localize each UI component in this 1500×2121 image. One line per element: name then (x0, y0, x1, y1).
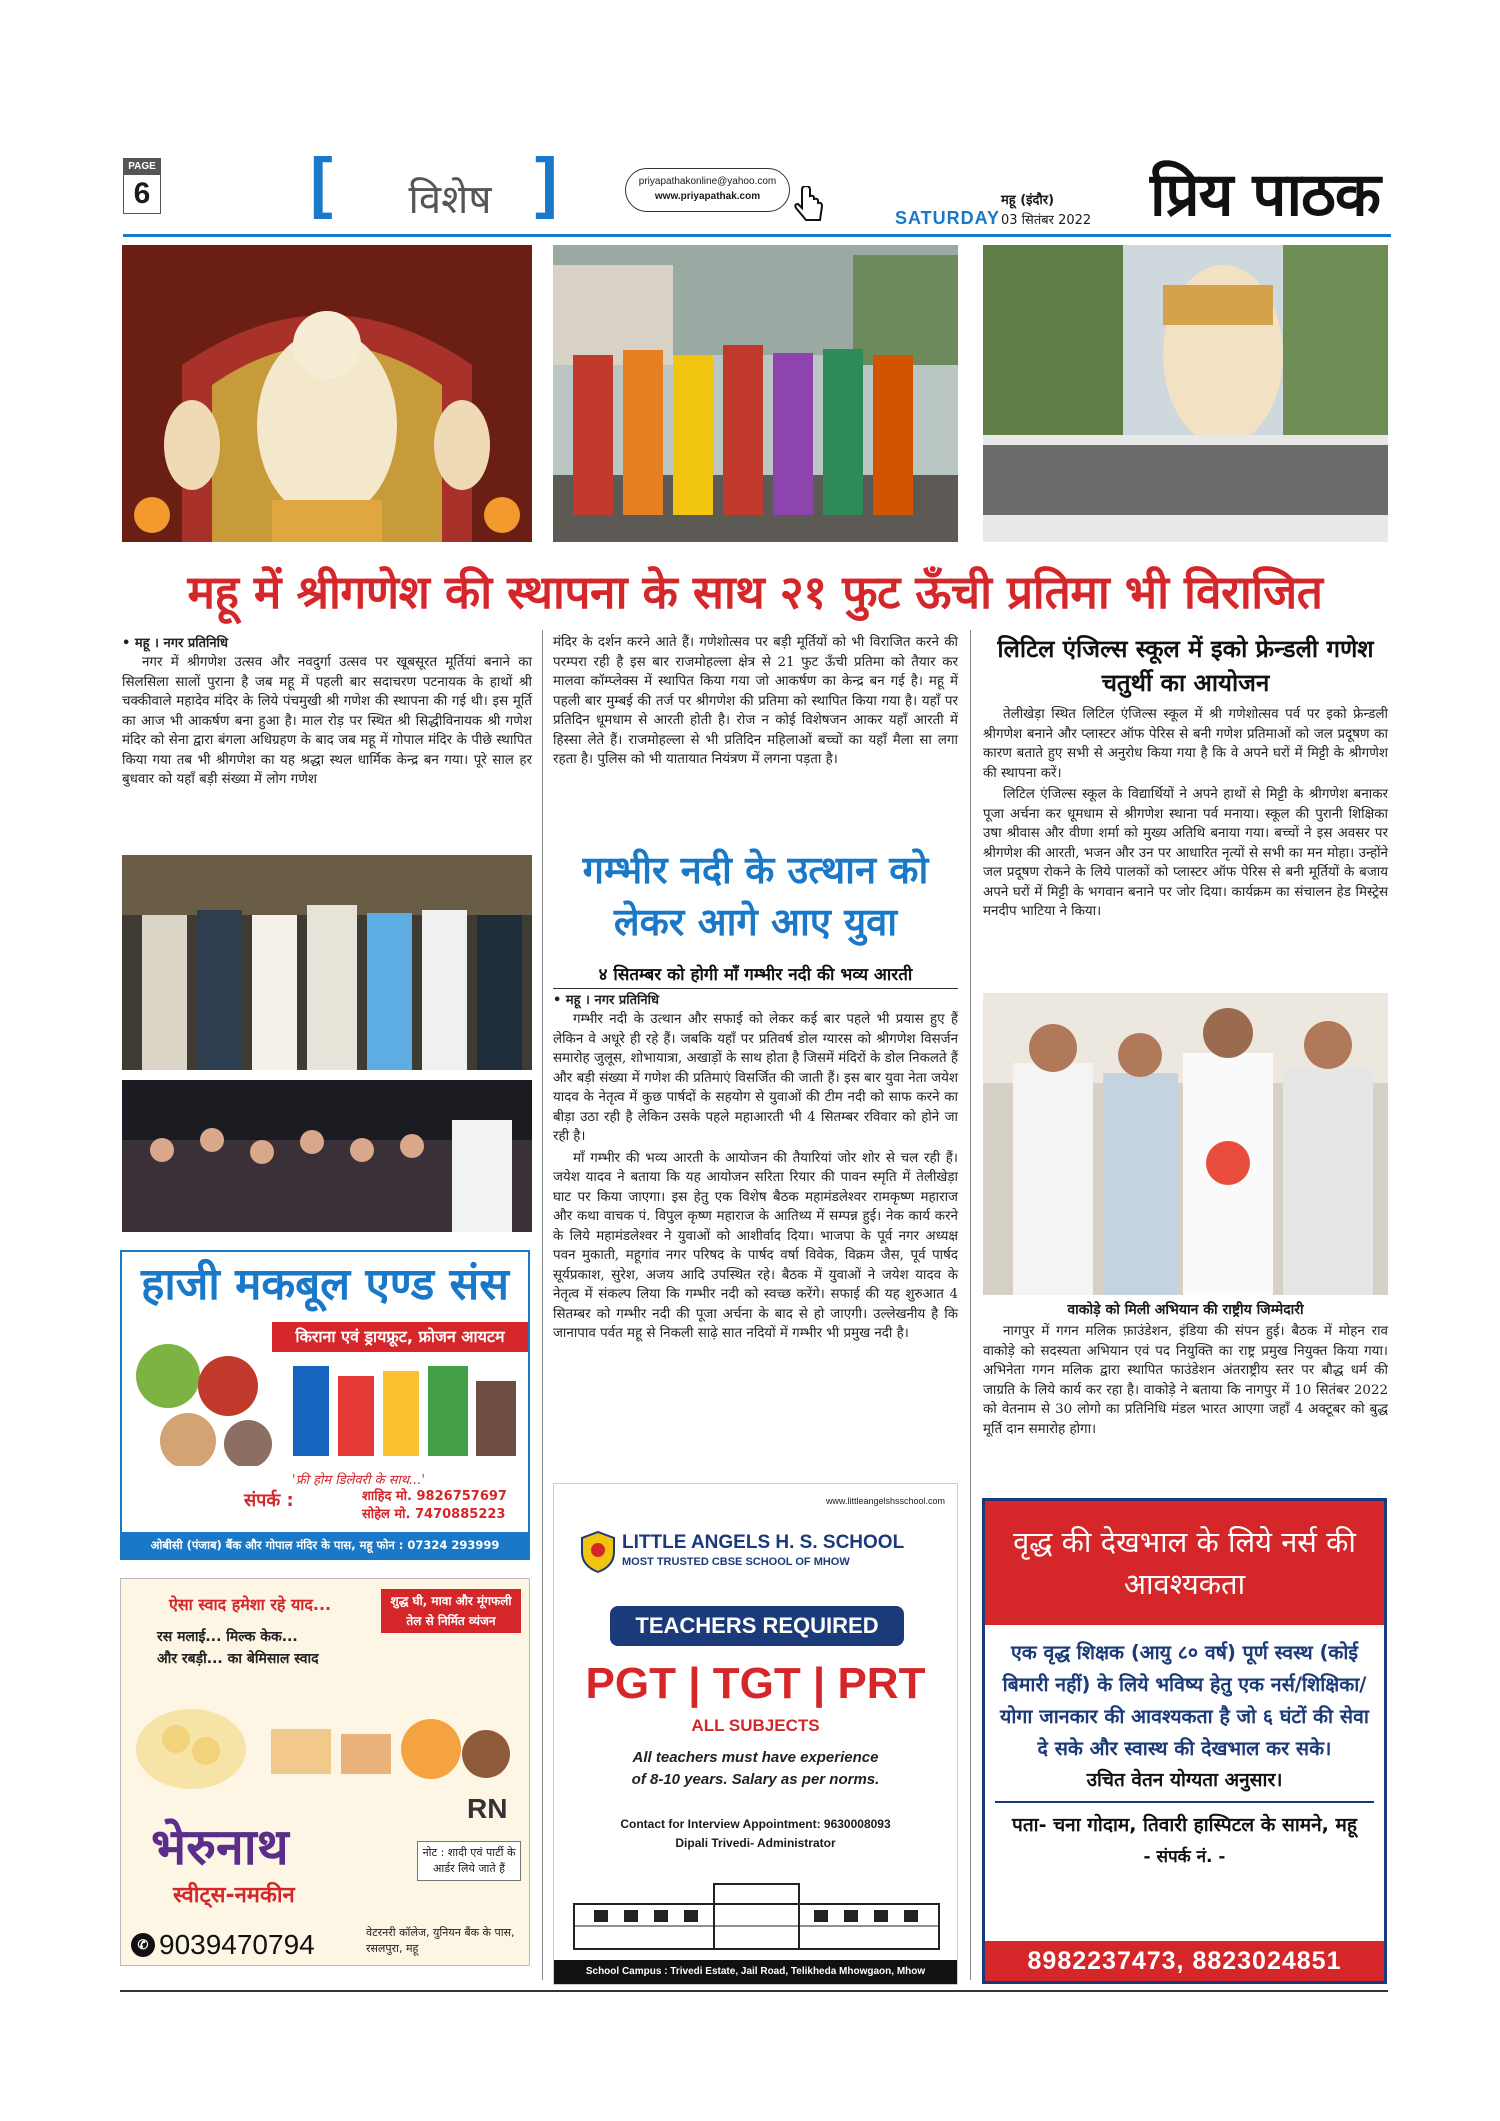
ad-school-contact-2: Dipali Trivedi- Administrator (675, 1836, 836, 1850)
ad-bherunath-brand: भेरुनाथ (151, 1817, 289, 1876)
ad-nurse-salary: उचित वेतन योग्यता अनुसार। (995, 1765, 1374, 1803)
ad-bherunath-address: वेटरनरी कॉलेज, युनियन बैंक के पास, रसलपुरा, महू (366, 1926, 515, 1955)
ad-bherunath-line-3: और रबड़ी... का बेमिसाल स्वाद (157, 1651, 319, 1667)
bracket-right: ] (535, 144, 558, 220)
river-article-body (553, 990, 958, 1346)
page-number: 6 (133, 177, 151, 210)
river-article-title: गम्भीर नदी के उत्थान को लेकर आगे आए युवा (582, 848, 929, 944)
ad-school-required: TEACHERS REQUIRED (610, 1606, 904, 1646)
river-article-text-1: गम्भीर नदी के उत्थान और सफाई को लेकर कई बार पहले भी प्रयास हुए हैं लेकिन वे अधूरे ही रहे हैं। जबकि यहाँ पर प्रतिवर्ष डोल ग्यारस को श्रीगणेश विसर्जन समारोह जुलूस, शोभायात्रा, अखाड़ों के साथ होता है जिसमें मंदिरों के डोल निकलते हैं और बड़ी संख्या में गणेश की प्रतिमाएं विसर्जित की जाती हैं। इस बार युवा नेता जयेश यादव के नेतृत्व में कुछ पार्षदों के सहयोग से युवाओं की टीम नदी को साफ करने का बीड़ा उठा रही है लेकिन उसके पहले महाआरती भी 4 सितम्बर रविवार को होने जा रही है। (553, 1012, 958, 1144)
edition-place: महू (इंदौर) (1001, 193, 1055, 208)
page-label: PAGE (124, 159, 160, 175)
section-title: विशेष (408, 177, 492, 223)
ad-bherunath-tagline: ऐसा स्वाद हमेशा रहे याद... (169, 1595, 332, 1614)
main-article-col2 (553, 633, 958, 772)
whatsapp-icon: ✆ (131, 1933, 155, 1957)
ad-nurse-phones: 8982237473, 8823024851 (985, 1941, 1384, 1981)
photo-wakode-felicitation (983, 993, 1388, 1295)
bracket-left: [ (310, 144, 333, 220)
ad-nurse-address: पता- चना गोदाम, तिवारी हास्पिटल के सामने, महू (1012, 1814, 1357, 1836)
email-text: priyapathakonline@yahoo.com (638, 176, 777, 187)
ad-bherunath-ghee-2: तेल से निर्मित व्यंजन (406, 1614, 496, 1628)
ad-school-url[interactable]: www.littleangelshsschool.com (825, 1496, 945, 1506)
main-article-text-1: नगर में श्रीगणेश उत्सव और नवदुर्गा उत्सव पर खूबसूरत मूर्तियां बनाने का सिलसिला सालों पुराना है जब महू में पहली बार सदाचरण पटनायक के हाथों श्री चक्कीवाले महादेव मंदिर के लिये पंचमुखी श्री गणेश की स्थापना की गई थी। इस मूर्ति का आज भी आकर्षण बना हुआ है। माल रोड़ पर स्थित श्री सिद्धीविनायक श्री गणेश मंदिर को सेना द्वारा बंगला अधिग्रहण के बाद जब महू में गोपाल मंदिर के पीछे स्थापित किया गया तब भी श्रीगणेश का यह श्रद्धा स्थल धार्मिक केन्द्र बन गया। पूरे साल हर बुधवार को यहाँ बड़ी संख्या में लोग गणेश (122, 655, 532, 787)
ad-bherunath-logo: RN (467, 1793, 508, 1824)
main-article-byline: • महू । नगर प्रतिनिधि (122, 636, 228, 651)
ad-school-posts: PGT | TGT | PRT (585, 1659, 926, 1708)
column-rule-1 (542, 630, 543, 1980)
page-number-badge (123, 158, 161, 214)
ad-bherunath-sub: स्वीट्स-नमकीन (173, 1883, 295, 1908)
photo-women-procession (553, 245, 958, 542)
river-article-text-2: माँ गम्भीर की भव्य आरती के आयोजन की तैयारियां जोर शोर से चल रही हैं। जयेश यादव ने बताया कि यह आयोजन सरिता रियार की पावन स्मृति में तेलीखेड़ा घाट पर किया जाएगा। इस हेतु एक विशेष बैठक महामंडलेश्वर रामकृष्ण महाराज और कथा वाचक पं. विपुल कृष्ण महाराज के आतिथ्य में सम्पन्न हुई। नेक कार्य करने के लिये महामंडलेश्वर ने युवाओं को आशीर्वाद दिया। भाजपा के पूर्व नगर अध्यक्ष पवन मुकाती, महूगांव नगर परिषद के पार्षद वर्षा विवेक, विक्रम जैस, पूर्व पार्षद सूर्यप्रकाश, सुरेश, अजय आदि उपस्थित रहे। बैठक में युवाओं ने जयेश यादव के नेतृत्व में संकल्प लिया कि गम्भीर नदी को स्वच्छ करेंगे। सफाई की यह शुरुआत 4 सितम्बर को गम्भीर नदी की पूजा अर्चना के बाद से हो जाएगी। उल्लेखनीय है कि जानापाव पर्वत महू से निकली साढ़े सात नदियों में गम्भीर भी प्रमुख नदी है। (553, 1150, 958, 1341)
masthead-divider (123, 234, 1391, 237)
ad-haji-makbool (120, 1250, 530, 1560)
photo-night-gathering (122, 1080, 532, 1232)
ad-school-experience-2: of 8-10 years. Salary as per norms. (631, 1771, 880, 1788)
main-headline: महू में श्रीगणेश की स्थापना के साथ २१ फुट ऊँची प्रतिमा भी विराजित (187, 565, 1323, 619)
ad-nurse-required (982, 1498, 1387, 1984)
ad-bherunath-sweets-image (131, 1679, 521, 1799)
ad-haji-products-image (128, 1326, 528, 1466)
photo-ganesh-idol (122, 245, 532, 542)
ad-haji-title: हाजी मकबूल एण्ड संस (140, 1259, 510, 1310)
ad-school-building-sketch (564, 1874, 949, 1954)
wakode-article-body (983, 1322, 1388, 1441)
website-link[interactable]: www.priyapathak.com (654, 191, 761, 202)
weekday: SATURDAY (895, 208, 1001, 228)
ad-haji-delivery: 'फ्री होम डिलेवरी के साथ...' (292, 1473, 426, 1488)
ad-haji-contact-label: संपर्क : (244, 1490, 294, 1511)
ad-haji-address: ओबीसी (पंजाब) बैंक और गोपाल मंदिर के पास, महू फोन : 07324 293999 (122, 1532, 528, 1558)
ad-nurse-body: एक वृद्ध शिक्षक (आयु ८० वर्ष) पूर्ण स्वस्थ (कोई बिमारी नहीं) के लिये भविष्य हेतु एक नर्स/शिक्षिका/योगा जानकार की आवश्यकता है जो ६ घंटों की सेवा दे सके और स्वास्थ की देखभाल कर सके। (1000, 1641, 1369, 1760)
school-article-body (983, 705, 1388, 924)
hand-pointer-icon (790, 186, 830, 226)
photo-big-ganesh-crowd (983, 245, 1388, 542)
newspaper-logo: प्रिय पाठक (1150, 160, 1380, 230)
edition-date: 03 सितंबर 2022 (1001, 213, 1092, 228)
school-article-title: लिटिल एंजिल्स स्कूल में इको फ्रेन्डली गणेश चतुर्थी का आयोजन (997, 635, 1374, 697)
river-article-subtitle: ४ सितम्बर को होगी माँ गम्भीर नदी की भव्य आरती (553, 962, 958, 989)
wakode-caption: वाकोड़े को मिली अभियान की राष्ट्रीय जिम्मेदारी (1067, 1302, 1304, 1318)
school-article-text-2: लिटिल एंजिल्स स्कूल के विद्यार्थियों ने अपने हाथों से मिट्टी के श्रीगणेश बनाकर पूजा अर्चना कर धूमधाम से श्रीगणेश स्थाना पर्व मनाया। स्कूल की पुरानी शिक्षिका उषा श्रीवास और वीणा शर्मा को मुख्य अतिथि बनाया गया। बच्चों ने इस अवसर पर श्रीगणेश की आरती, भजन और उन पर आधारित नृत्यों से सभी का मन मोहा। उन्होंने जल प्रदूषण रोकने के लिये पालकों को प्लास्टर ऑफ पेरिस से बनी मूर्तियों के बजाय अपने घरों में मिट्टी के भगवान बनाने पर जोर दिया। कार्यक्रम का संचालन हेड मिस्ट्रेस मनदीप भाटिया ने किया। (983, 787, 1388, 919)
ad-school-name: LITTLE ANGELS H. S. SCHOOL (622, 1532, 905, 1553)
ad-little-angels-school (553, 1483, 958, 1985)
ad-school-experience-1: All teachers must have experience (632, 1749, 879, 1766)
photo-youth-meeting (122, 855, 532, 1070)
ad-school-subjects: ALL SUBJECTS (691, 1716, 820, 1735)
ad-haji-phone-1: शाहिद मो. 9826757697 (362, 1489, 507, 1504)
contact-web-box (625, 168, 790, 212)
ad-bherunath-note: नोट : शादी एवं पार्टी के आर्डर लिये जाते हैं (417, 1841, 521, 1881)
river-article-byline: • महू । नगर प्रतिनिधि (553, 993, 659, 1008)
ad-bherunath-phone: 9039470794 (159, 1929, 315, 1960)
ad-haji-strip: किराना एवं ड्रायफ्रूट, फ्रोजन आयटम (272, 1322, 528, 1352)
ad-bherunath-ghee-1: शुद्ध घी, मावा और मूंगफली (390, 1594, 512, 1608)
column-rule-2 (970, 630, 971, 1980)
ad-bherunath-line-2: रस मलाई... मिल्क केक... (157, 1629, 298, 1645)
main-article-text-2: मंदिर के दर्शन करने आते हैं। गणेशोत्सव पर बड़ी मूर्तियों को भी विराजित करने की परम्परा रही है इस बार राजमोहल्ला क्षेत्र से 21 फुट ऊँची प्रतिमा को तैयार कर मालवा कॉम्प्लेक्स में स्थापित किया गया जो आकर्षण का केन्द्र बन गई है। महू में पहली बार मुम्बई की तर्ज पर श्रीगणेश की प्रतिमा को स्थापित किया गया है। यहाँ पर प्रतिदिन धूमधाम से आरती होती है। रोज न कोई विशेषजन आकर यहाँ आरती में हिस्सा लेते हैं। राजमोहल्ला से भी प्रतिदिन महिलाओं बच्चों का यहाँ मैला सा लगा रहता है। पुलिस को भी यातायात नियंत्रण में लगना पड़ता है। (553, 635, 958, 767)
main-article-col1 (122, 633, 532, 792)
page-bottom-rule (120, 1990, 1388, 1992)
ad-nurse-contact-label: - संपर्क नं. - (1143, 1847, 1226, 1867)
ad-school-contact-1: Contact for Interview Appointment: 9630008093 (620, 1817, 891, 1831)
ad-haji-phone-2: सोहेल मो. 7470885223 (362, 1507, 506, 1522)
ad-school-campus: School Campus : Trivedi Estate, Jail Road, Telikheda Mhowgaon, Mhow (554, 1960, 957, 1984)
ad-bherunath-ghee-box (381, 1589, 521, 1633)
ad-bherunath-sweets (120, 1578, 530, 1966)
wakode-article-text: नागपुर में गगन मलिक फ़ाउंडेशन, इंडिया की संपन हुई। बैठक में मोहन राव वाकोड़े को सदस्यता अभियान एवं पद नियुक्ति का राष्ट्र प्रमुख नियुक्त किया गया। अभिनेता गगन मलिक द्वारा स्थापित फाउंडेशन अंतराष्ट्रीय स्तर पर बौद्ध धर्म की जाग्रति के लिये कार्य कर रहा है। वाकोड़े ने बताया कि नागपुर में 10 सितंबर 2022 को वेतनाम से 30 लोगो का प्रतिनिधि मंडल भारत आएगा जहाँ 4 अक्टूबर को बुद्ध मूर्ति दान समारोह होगा। (983, 1324, 1388, 1437)
school-article-text-1: तेलीखेड़ा स्थित लिटिल एंजिल्स स्कूल में श्री गणेशोत्सव पर्व पर इको फ्रेन्डली श्रीगणेश बनाने और प्लास्टर ऑफ पेरिस से बनी गणेश प्रतिमाओं को जल प्रदूषण का कारण बताते हुए सभी से अनुरोध किया गया है कि वे अपने घरों में मिट्टी के श्रीगणेश की स्थापना करें। (983, 707, 1388, 781)
school-crest-icon (580, 1530, 616, 1574)
ad-school-tagline: MOST TRUSTED CBSE SCHOOL OF MHOW (622, 1556, 850, 1568)
ad-nurse-title: वृद्ध की देखभाल के लिये नर्स की आवश्यकता (985, 1501, 1384, 1625)
